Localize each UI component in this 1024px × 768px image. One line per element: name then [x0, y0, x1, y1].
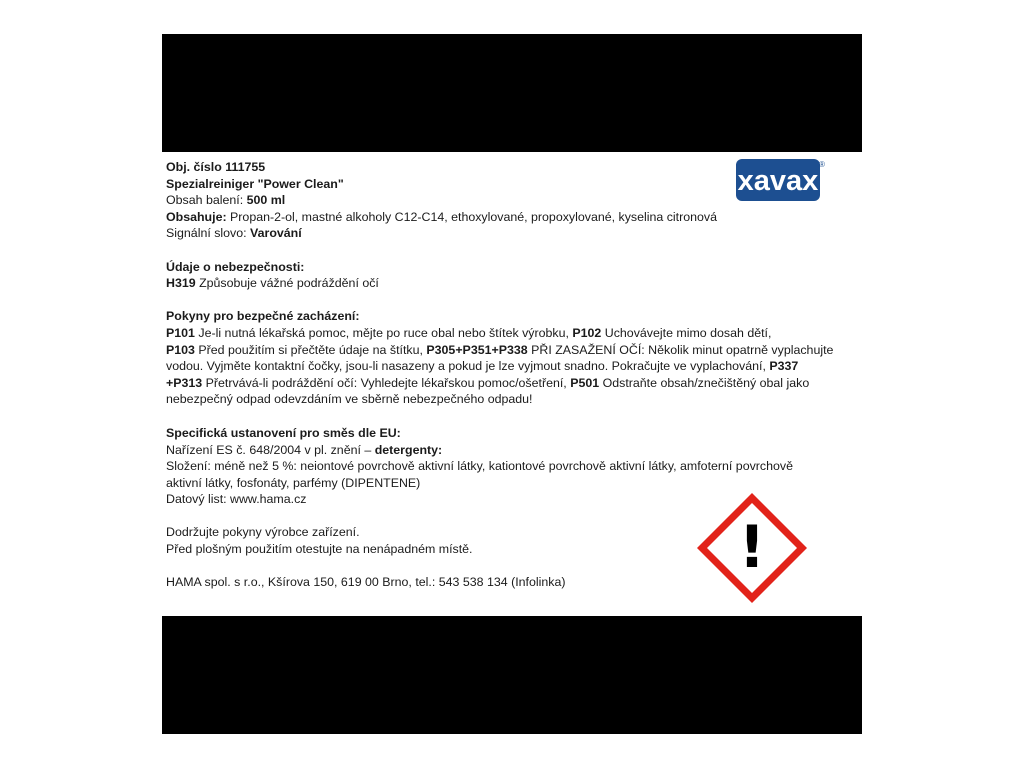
top-black-band	[162, 34, 862, 152]
package-content-line: Obsah balení: 500 ml	[166, 193, 286, 208]
datasheet-line: Datový list: www.hama.cz	[166, 492, 307, 507]
company-line: HAMA spol. s r.o., Kšírova 150, 619 00 Brno, tel.: 543 538 134 (Infolinka)	[166, 575, 566, 590]
eu-heading: Specifická ustanovení pro směs dle EU:	[166, 425, 401, 440]
precaution-line-1: P101 Je-li nutná lékařská pomoc, mějte po ruce obal nebo štítek výrobku, P102 Uchovávejte mimo dosah dětí,	[166, 325, 772, 340]
exclamation-mark: !	[738, 513, 766, 581]
precaution-line-3: vodou. Vyjměte kontaktní čočky, jsou-li nasazeny a pokud je lze vyjmout snadno. Pokračujte ve vyplachování, P337	[166, 359, 799, 374]
logo-wordmark: xavax	[737, 165, 819, 197]
precaution-line-4: +P313 Přetrvává-li podráždění očí: Vyhledejte lékařskou pomoc/ošetření, P501 Odstraňte obsah/znečištěný obal jako	[166, 375, 810, 390]
registered-mark: ®	[819, 160, 825, 169]
xavax-logo	[735, 157, 825, 203]
composition-line-2: aktivní látky, fosfonáty, parfémy (DIPENTENE)	[166, 475, 421, 490]
product-label	[162, 152, 862, 616]
product-name-line: Spezialreiniger "Power Clean"	[166, 176, 344, 191]
note-line-1: Dodržujte pokyny výrobce zařízení.	[166, 525, 360, 540]
composition-line-1: Složení: méně než 5 %: neiontové povrchově aktivní látky, kationtové povrchově aktivní látky, amfoterní povrchově	[166, 459, 793, 474]
precaution-line-5: nebezpečný odpad odevzdáním ve sběrně nebezpečného odpadu!	[166, 392, 533, 407]
eu-regulation: Nařízení ES č. 648/2004 v pl. znění – detergenty:	[166, 442, 443, 457]
contains-line: Obsahuje: Propan-2-ol, mastné alkoholy C12-C14, ethoxylované, propoxylované, kyselina citronová	[166, 209, 717, 224]
image-frame	[162, 34, 862, 734]
ghs-exclamation-mark-icon	[694, 490, 810, 606]
hazard-statement: H319 Způsobuje vážné podráždění očí	[166, 276, 379, 291]
signal-word-line: Signální slovo: Varování	[166, 226, 302, 241]
note-line-2: Před plošným použitím otestujte na nenápadném místě.	[166, 542, 473, 557]
bottom-black-band	[162, 616, 862, 734]
object-number-line: Obj. číslo 111755	[166, 160, 266, 174]
hazard-heading: Údaje o nebezpečnosti:	[166, 259, 305, 274]
precaution-line-2: P103 Před použitím si přečtěte údaje na štítku, P305+P351+P338 PŘI ZASAŽENÍ OČÍ: Několik minut opatrně vyplachujte	[166, 342, 834, 357]
precaution-heading: Pokyny pro bezpečné zacházení:	[166, 309, 360, 324]
